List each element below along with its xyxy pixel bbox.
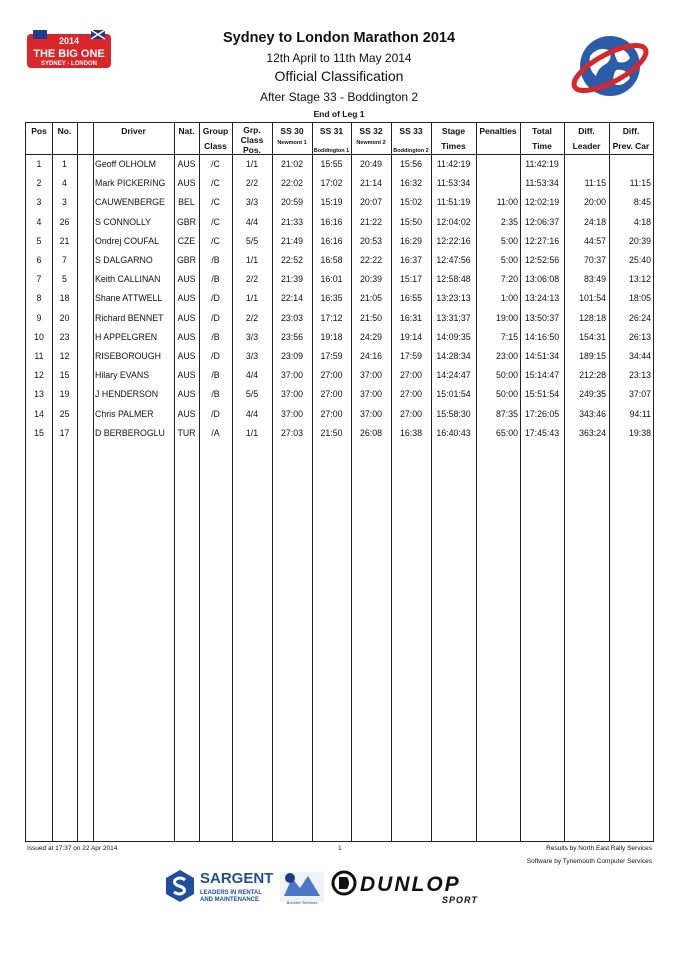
cell-nat: AUS [177, 351, 196, 361]
cell-driver: Shane ATTWELL [95, 293, 163, 304]
leg-label: End of Leg 1 [313, 109, 365, 119]
cell-driver: Ondrej COUFAL [95, 235, 160, 246]
cell-nat: AUS [177, 178, 196, 189]
cell-total: 13:50:37 [524, 312, 560, 323]
dunlop-name: DUNLOP [360, 873, 461, 896]
cell-nat: CZE [177, 235, 196, 246]
cell-pos: 7 [36, 274, 42, 285]
cell-ss30: 23:09 [280, 351, 303, 361]
cell-total: 11:42:19 [525, 159, 559, 169]
col-ss30-sub: Newmont 1 [277, 140, 307, 146]
cell-ss32: 37:00 [359, 389, 382, 400]
cell-no: 18 [59, 293, 70, 304]
cell-driver: J HENDERSON [95, 389, 159, 400]
cell-ss33: 16:29 [399, 235, 422, 246]
col-nat: Nat. [178, 126, 195, 136]
col-no: No. [57, 126, 72, 136]
cell-dl: 363:24 [579, 427, 606, 438]
cell-total: 15:14:47 [524, 370, 560, 381]
cell-pen: 1:00 [500, 293, 518, 304]
dunlop-sport: SPORT [442, 895, 478, 905]
cell-pen: 5:00 [500, 255, 518, 265]
table-row [26, 251, 653, 270]
cell-stage: 14:28:34 [436, 351, 471, 361]
cell-dp: 11:15 [629, 178, 651, 189]
globe-icon [568, 24, 652, 108]
cell-dl: 70:37 [583, 255, 606, 265]
cell-pen: 7:15 [500, 331, 518, 342]
cell-ss30: 21:39 [280, 274, 303, 285]
cell-nat: GBR [176, 255, 197, 265]
cell-gcp: 4/4 [245, 408, 259, 419]
cell-ss33: 19:14 [399, 331, 422, 342]
cell-ss32: 20:49 [359, 159, 382, 169]
col-ss33: SS 33 [399, 126, 423, 136]
cell-dl: 189:15 [579, 351, 606, 361]
big-one-route: SYDNEY - LONDON [41, 61, 97, 67]
border-services-logo [278, 866, 326, 906]
cell-dp: 8:45 [633, 197, 651, 208]
cell-total: 14:51:34 [524, 351, 560, 361]
cell-no: 19 [59, 389, 70, 400]
cell-nat: GBR [176, 216, 197, 227]
cell-ss31: 16:01 [320, 274, 343, 285]
col-ss32-sub: Newmont 2 [356, 140, 386, 146]
cell-driver: D BERBEROGLU [95, 427, 165, 438]
cell-ss32: 21:50 [359, 312, 382, 323]
cell-driver: S DALGARNO [95, 255, 153, 265]
cell-gcp: 5/5 [245, 235, 259, 246]
dunlop-logo [330, 866, 516, 906]
sargent-name: SARGENT [200, 870, 274, 887]
cell-ss30: 21:33 [280, 216, 303, 227]
table-row [26, 366, 653, 385]
cell-ss31: 17:12 [320, 312, 343, 323]
page-title: Sydney to London Marathon 2014 [222, 30, 456, 46]
cell-pos: 12 [34, 370, 44, 381]
cell-total: 12:27:16 [524, 235, 560, 246]
col-ss31-sub: Boddington 1 [313, 148, 350, 154]
col-penalties: Penalties [479, 126, 517, 136]
cell-pen: 2:35 [500, 216, 518, 227]
cell-ss30: 22:52 [280, 255, 303, 265]
cell-gcp: 4/4 [245, 370, 259, 381]
cell-no: 21 [59, 235, 70, 246]
cell-total: 12:52:56 [524, 255, 560, 265]
table-row [26, 309, 653, 328]
sargent-logo [164, 866, 274, 906]
cell-total: 17:45:43 [524, 427, 560, 438]
cell-gcp: 1/1 [245, 255, 259, 265]
cell-ss31: 16:35 [320, 293, 343, 304]
cell-dp: 4:18 [633, 216, 651, 227]
cell-stage: 12:22:16 [436, 235, 471, 246]
cell-ss33: 15:17 [399, 274, 422, 285]
cell-ss32: 20:07 [359, 197, 382, 208]
cell-ss31: 21:50 [320, 427, 343, 438]
cell-nat: AUS [177, 331, 196, 342]
cell-stage: 12:47:56 [436, 255, 471, 265]
sargent-tagline-1: LEADERS IN RENTAL [200, 890, 262, 896]
cell-no: 15 [59, 370, 70, 381]
cell-ss32: 37:00 [359, 370, 382, 381]
cell-no: 7 [62, 255, 67, 265]
cell-dl: 83:49 [583, 274, 606, 285]
cell-pos: 9 [36, 312, 42, 323]
cell-nat: AUS [177, 408, 196, 419]
cell-nat: AUS [177, 389, 196, 400]
col-grp-class-pos: Grp. Class Pos. [240, 125, 264, 155]
big-one-name: THE BIG ONE [33, 48, 105, 60]
cell-nat: AUS [177, 370, 196, 381]
cell-stage: 11:51:19 [436, 197, 471, 208]
cell-pos: 1 [36, 159, 42, 169]
cell-no: 17 [59, 427, 70, 438]
border-services-name: Boorder Services [286, 900, 318, 905]
cell-dp: 19:38 [628, 427, 651, 438]
cell-stage: 13:31:37 [436, 312, 471, 323]
cell-pos: 14 [34, 408, 44, 419]
cell-group: /C [211, 159, 220, 169]
col-ss31: SS 31 [319, 126, 344, 136]
cell-driver: Geoff OLHOLM [95, 159, 156, 169]
cell-dl: 11:15 [584, 178, 606, 189]
cell-driver: Mark PICKERING [95, 178, 166, 189]
cell-ss30: 23:56 [280, 331, 303, 342]
cell-pen: 65:00 [495, 427, 518, 438]
cell-no: 5 [62, 274, 67, 285]
cell-no: 20 [59, 312, 70, 323]
cell-ss33: 16:37 [399, 255, 422, 265]
stage-subtitle: After Stage 33 - Boddington 2 [259, 90, 419, 104]
cell-ss33: 27:00 [399, 408, 422, 419]
cell-pos: 13 [34, 389, 44, 400]
cell-driver: Chris PALMER [95, 408, 154, 419]
cell-ss32: 37:00 [359, 408, 382, 419]
cell-ss32: 20:53 [359, 235, 382, 246]
col-driver: Driver [121, 126, 146, 136]
classification-table [25, 122, 654, 842]
cell-driver: H APPELGREN [95, 331, 158, 342]
cell-ss31: 27:00 [320, 408, 343, 419]
cell-gcp: 2/2 [245, 274, 259, 285]
cell-no: 4 [62, 178, 67, 189]
cell-nat: AUS [177, 293, 196, 304]
cell-gcp: 3/3 [245, 351, 259, 361]
cell-ss31: 15:55 [320, 159, 343, 169]
cell-dl: 44:57 [583, 235, 606, 246]
cell-dl: 343:46 [579, 408, 606, 419]
cell-stage: 12:58:48 [436, 274, 471, 285]
cell-group: /D [211, 312, 220, 323]
table-row [26, 232, 653, 251]
cell-driver: CAUWENBERGE [95, 197, 165, 208]
cell-pos: 6 [36, 255, 42, 265]
cell-total: 12:02:19 [524, 197, 560, 208]
cell-ss31: 17:02 [320, 178, 343, 189]
cell-ss33: 15:56 [399, 159, 422, 169]
cell-pos: 5 [36, 235, 42, 246]
cell-nat: AUS [177, 274, 196, 285]
cell-gcp: 5/5 [245, 389, 259, 400]
cell-ss33: 27:00 [399, 370, 422, 381]
cell-dp: 94:11 [629, 408, 651, 419]
cell-dl: 128:18 [579, 312, 606, 323]
cell-ss30: 23:03 [280, 312, 303, 323]
cell-stage: 14:09:35 [436, 331, 471, 342]
table-row [26, 347, 653, 366]
col-ss32: SS 32 [359, 126, 383, 136]
cell-total: 17:26:05 [524, 408, 560, 419]
cell-pos: 2 [36, 178, 42, 189]
cell-ss32: 21:14 [359, 178, 382, 189]
cell-stage: 14:24:47 [436, 370, 471, 381]
cell-gcp: 2/2 [245, 312, 259, 323]
col-pos: Pos [31, 126, 47, 136]
cell-ss33: 17:59 [399, 351, 422, 361]
cell-pen: 7:20 [500, 274, 518, 285]
cell-ss30: 37:00 [280, 408, 303, 419]
cell-dp: 34:44 [628, 351, 651, 361]
cell-total: 14:16:50 [524, 331, 560, 342]
cell-dp: 26:13 [628, 331, 651, 342]
cell-ss32: 26:08 [359, 427, 382, 438]
issued-timestamp: Issued at 17:37 on 22 Apr 2014 [27, 845, 118, 852]
cell-group: /C [211, 178, 220, 189]
cell-ss31: 16:16 [320, 216, 343, 227]
software-credit: Software by Tynemouth Computer Services [526, 858, 652, 865]
cell-group: /B [211, 389, 220, 400]
cell-pos: 8 [36, 293, 42, 304]
cell-pen: 50:00 [495, 370, 518, 381]
table-row [26, 328, 653, 347]
cell-nat: BEL [178, 197, 195, 208]
cell-group: /D [211, 351, 220, 361]
cell-gcp: 1/1 [245, 427, 259, 438]
cell-group: /C [211, 216, 220, 227]
cell-dp: 23:13 [628, 370, 651, 381]
cell-gcp: 2/2 [245, 178, 259, 189]
cell-ss30: 21:02 [280, 159, 303, 169]
cell-pos: 10 [34, 331, 44, 342]
cell-pen: 87:35 [495, 408, 518, 419]
cell-group: /C [211, 235, 220, 246]
cell-stage: 11:42:19 [436, 159, 471, 169]
table-row [26, 289, 653, 308]
cell-total: 15:51:54 [524, 389, 560, 400]
cell-group: /B [211, 370, 220, 381]
cell-nat: TUR [177, 427, 196, 438]
cell-ss30: 22:14 [280, 293, 303, 304]
cell-group: /D [211, 293, 220, 304]
cell-gcp: 1/1 [245, 159, 259, 169]
cell-total: 12:06:37 [524, 216, 560, 227]
cell-dl: 212:28 [579, 370, 606, 381]
cell-stage: 13:23:13 [436, 293, 471, 304]
cell-pen: 5:00 [500, 235, 518, 246]
cell-total: 13:06:08 [524, 274, 560, 285]
cell-dp: 18:05 [628, 293, 651, 304]
cell-total: 11:53:34 [525, 178, 559, 189]
cell-stage: 16:40:43 [436, 427, 471, 438]
cell-ss30: 37:00 [280, 389, 303, 400]
cell-nat: AUS [177, 159, 196, 169]
cell-group: /B [211, 274, 220, 285]
cell-dl: 154:31 [579, 331, 606, 342]
cell-pen: 50:00 [495, 389, 518, 400]
col-diff-leader: Diff. Leader [572, 126, 601, 151]
cell-ss33: 16:55 [399, 293, 422, 304]
cell-stage: 11:53:34 [436, 178, 471, 189]
col-total-time: Total Time [532, 126, 552, 151]
cell-stage: 12:04:02 [436, 216, 471, 227]
cell-ss30: 37:00 [280, 370, 303, 381]
cell-pen: 11:00 [496, 197, 518, 208]
cell-ss32: 21:05 [359, 293, 382, 304]
cell-ss30: 21:49 [280, 235, 303, 246]
cell-ss33: 16:31 [399, 312, 422, 323]
page-number: 1 [338, 845, 342, 852]
col-diff-prev: Diff. Prev. Car [612, 126, 650, 151]
cell-group: /B [211, 255, 220, 265]
cell-group: /B [211, 331, 220, 342]
cell-ss31: 17:59 [320, 351, 343, 361]
table-row [26, 213, 653, 232]
cell-ss31: 16:16 [320, 235, 343, 246]
cell-gcp: 3/3 [245, 331, 259, 342]
cell-stage: 15:01:54 [436, 389, 471, 400]
cell-nat: AUS [177, 312, 196, 323]
cell-dp: 25:40 [628, 255, 651, 265]
cell-group: /A [211, 427, 220, 438]
cell-dp: 26:24 [628, 312, 651, 323]
cell-no: 1 [62, 159, 67, 169]
cell-driver: RISEBOROUGH [95, 351, 161, 361]
cell-ss33: 27:00 [399, 389, 422, 400]
col-stage-times: Stage Times [441, 126, 466, 151]
table-row [26, 405, 653, 424]
cell-driver: Richard BENNET [95, 312, 164, 323]
cell-ss31: 27:00 [320, 370, 343, 381]
cell-ss30: 20:59 [280, 197, 303, 208]
cell-dp: 37:07 [628, 389, 651, 400]
col-group: Group Class [202, 126, 229, 151]
col-ss30: SS 30 [280, 126, 304, 136]
table-row [26, 270, 653, 289]
results-credit: Results by North East Rally Services [546, 845, 652, 852]
cell-pen: 19:00 [495, 312, 518, 323]
cell-driver: S CONNOLLY [95, 216, 152, 227]
cell-ss33: 15:02 [399, 197, 422, 208]
table-row [26, 174, 653, 193]
cell-pos: 3 [36, 197, 42, 208]
event-dates: 12th April to 11th May 2014 [266, 51, 412, 65]
cell-ss33: 15:50 [399, 216, 422, 227]
col-ss33-sub: Boddington 2 [393, 148, 429, 154]
cell-no: 25 [59, 408, 70, 419]
cell-ss31: 27:00 [320, 389, 343, 400]
cell-dl: 101:54 [579, 293, 606, 304]
cell-group: /D [211, 408, 220, 419]
cell-stage: 15:58:30 [436, 408, 471, 419]
cell-dp: 13:12 [628, 274, 651, 285]
cell-driver: Hilary EVANS [95, 370, 150, 381]
big-one-year: 2014 [58, 36, 80, 46]
cell-gcp: 3/3 [245, 197, 259, 208]
cell-ss33: 16:32 [399, 178, 422, 189]
cell-driver: Keith CALLINAN [95, 274, 161, 285]
cell-no: 23 [59, 331, 70, 342]
cell-no: 26 [59, 216, 70, 227]
cell-gcp: 1/1 [245, 293, 259, 304]
cell-ss32: 20:39 [359, 274, 382, 285]
table-row [26, 193, 653, 212]
cell-ss33: 16:38 [399, 427, 422, 438]
cell-ss32: 22:22 [359, 255, 382, 265]
cell-gcp: 4/4 [245, 216, 259, 227]
cell-pen: 23:00 [495, 351, 518, 361]
cell-dl: 20:00 [583, 197, 606, 208]
cell-ss32: 21:22 [359, 216, 382, 227]
cell-ss31: 19:18 [320, 331, 343, 342]
cell-group: /C [211, 197, 220, 208]
table-row [26, 424, 653, 443]
cell-dp: 20:39 [628, 235, 651, 246]
sargent-tagline-2: AND MAINTENANCE [200, 897, 259, 903]
cell-pos: 4 [36, 216, 42, 227]
cell-ss31: 15:19 [320, 197, 343, 208]
cell-pos: 15 [34, 427, 44, 438]
table-row [26, 385, 653, 404]
cell-dl: 24:18 [583, 216, 606, 227]
cell-no: 3 [62, 197, 67, 208]
cell-ss30: 27:03 [280, 427, 303, 438]
cell-pos: 11 [34, 351, 44, 361]
cell-ss30: 22:02 [280, 178, 303, 189]
cell-total: 13:24:13 [524, 293, 560, 304]
classification-title: Official Classification [274, 68, 404, 84]
cell-dl: 249:35 [579, 389, 606, 400]
table-row [26, 155, 653, 174]
report-header [0, 0, 678, 125]
cell-no: 12 [59, 351, 70, 361]
cell-ss32: 24:16 [359, 351, 382, 361]
cell-ss32: 24:29 [359, 331, 382, 342]
cell-ss31: 16:58 [320, 255, 343, 265]
